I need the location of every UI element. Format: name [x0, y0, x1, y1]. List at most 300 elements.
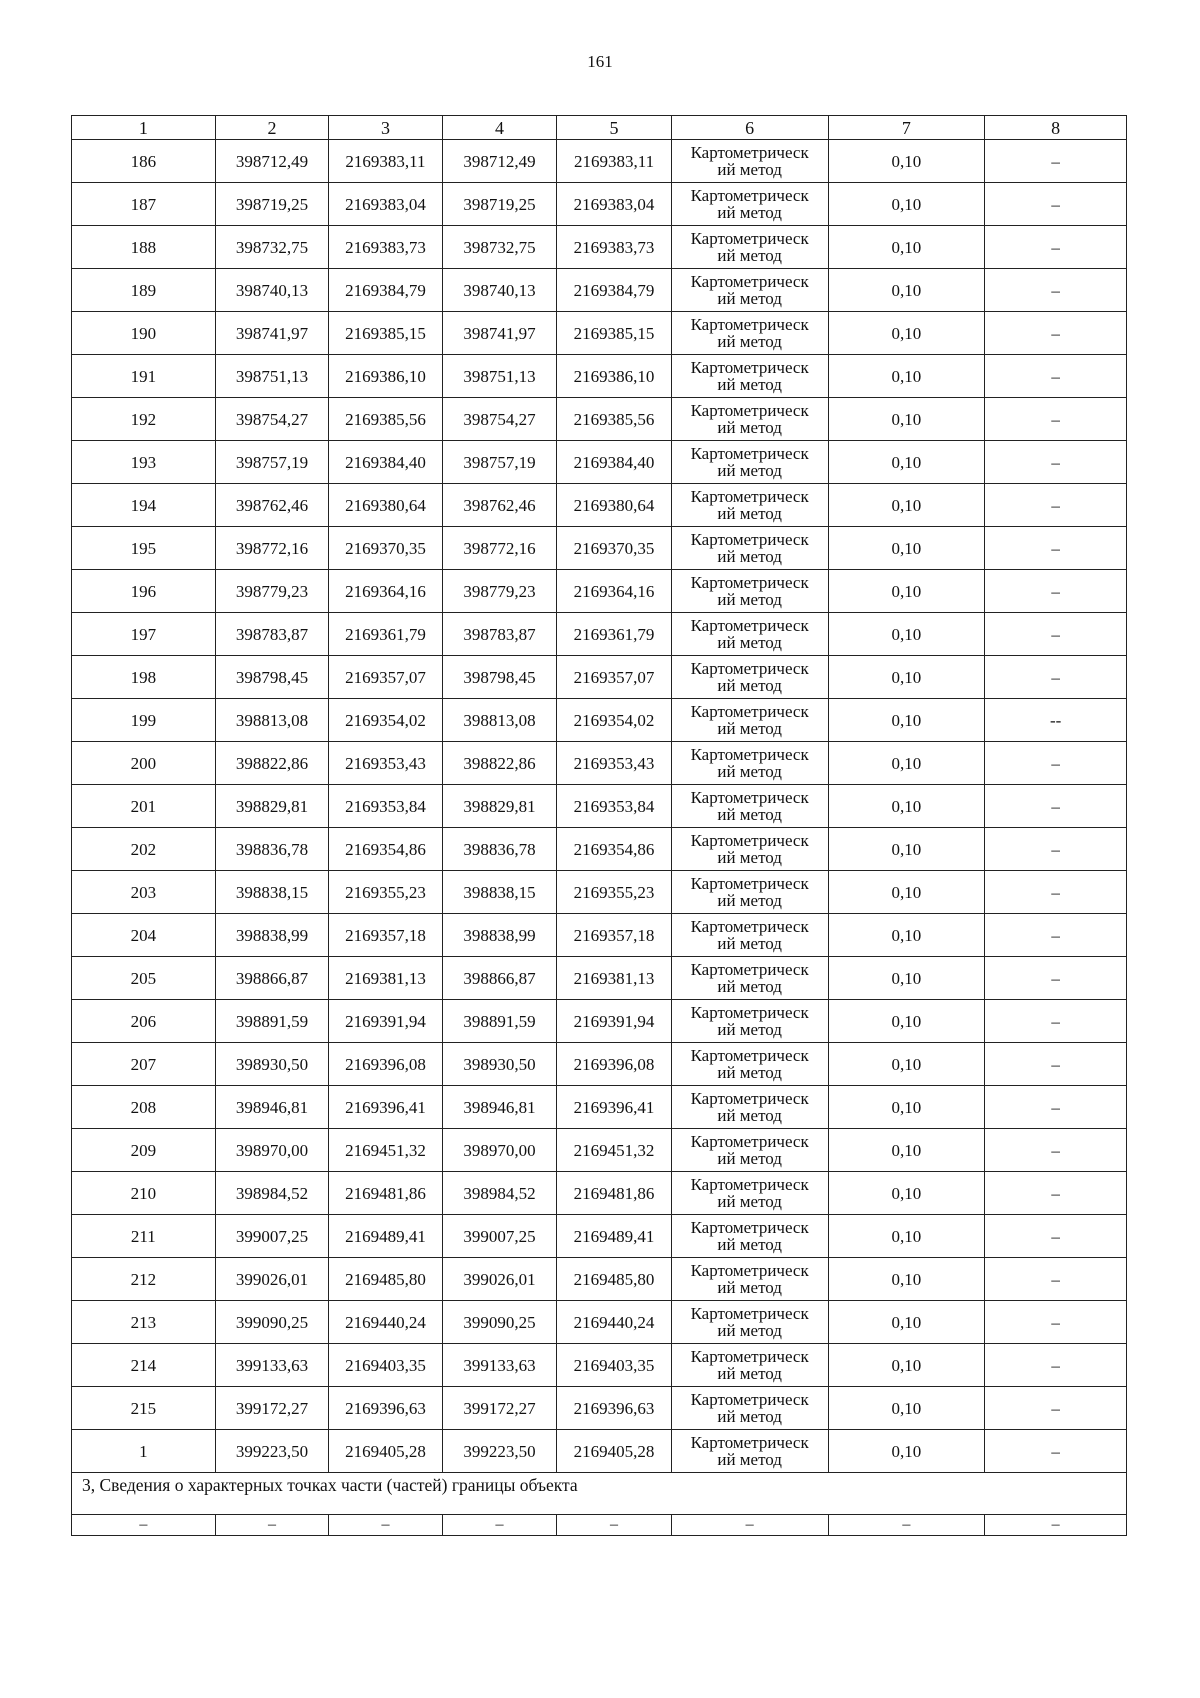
method-line-1: Картометрическ — [690, 401, 809, 420]
method-line-2: ий метод — [717, 719, 782, 738]
method-line-2: ий метод — [717, 676, 782, 695]
table-cell: 0,10 — [828, 484, 985, 527]
table-cell: – — [985, 1344, 1127, 1387]
table-row — [72, 1344, 1127, 1387]
method-line-2: ий метод — [717, 1407, 782, 1426]
method-cell — [671, 914, 828, 957]
table-row — [72, 140, 1127, 183]
table-row — [72, 613, 1127, 656]
table-cell: 2169489,41 — [329, 1215, 443, 1258]
table-cell: 195 — [72, 527, 216, 570]
method-line-1: Картометрическ — [690, 1433, 809, 1452]
table-cell: 2169357,07 — [329, 656, 443, 699]
table-cell: – — [985, 1301, 1127, 1344]
table-cell: 398712,49 — [442, 140, 557, 183]
table-cell: – — [828, 1515, 985, 1536]
table-cell: 399172,27 — [215, 1387, 329, 1430]
method-line-2: ий метод — [717, 1192, 782, 1211]
table-cell: 398946,81 — [215, 1086, 329, 1129]
table-cell: 0,10 — [828, 1043, 985, 1086]
method-line-1: Картометрическ — [690, 831, 809, 850]
table-cell: 188 — [72, 226, 216, 269]
table-cell: 0,10 — [828, 914, 985, 957]
table-cell: 189 — [72, 269, 216, 312]
section-title: 3, Сведения о характерных точках части (частей) границы объекта — [72, 1473, 1127, 1515]
method-line-2: ий метод — [717, 203, 782, 222]
method-cell — [671, 957, 828, 1000]
table-cell: 1 — [72, 1430, 216, 1473]
table-cell: 398866,87 — [442, 957, 557, 1000]
table-cell: 2169384,79 — [329, 269, 443, 312]
page-number: 161 — [587, 52, 613, 71]
table-cell: 2169357,18 — [329, 914, 443, 957]
table-cell: 2169381,13 — [557, 957, 672, 1000]
method-line-2: ий метод — [717, 848, 782, 867]
table-cell: 206 — [72, 1000, 216, 1043]
table-cell: 0,10 — [828, 742, 985, 785]
table-cell: – — [985, 183, 1127, 226]
method-line-2: ий метод — [717, 461, 782, 480]
table-row — [72, 183, 1127, 226]
table-cell: – — [985, 1172, 1127, 1215]
table-cell: 398740,13 — [442, 269, 557, 312]
table-cell: 198 — [72, 656, 216, 699]
column-header: 4 — [442, 116, 557, 140]
table-cell: – — [985, 398, 1127, 441]
method-cell — [671, 1344, 828, 1387]
table-row — [72, 742, 1127, 785]
column-header: 7 — [828, 116, 985, 140]
table-cell: – — [215, 1515, 329, 1536]
method-line-2: ий метод — [717, 1020, 782, 1039]
table-row — [72, 1387, 1127, 1430]
table-cell: 398984,52 — [442, 1172, 557, 1215]
method-line-1: Картометрическ — [690, 1218, 809, 1237]
table-cell: – — [985, 269, 1127, 312]
table-cell: 2169396,08 — [329, 1043, 443, 1086]
table-cell: 398712,49 — [215, 140, 329, 183]
table-cell: 211 — [72, 1215, 216, 1258]
table-cell: – — [985, 871, 1127, 914]
table-cell: 0,10 — [828, 1000, 985, 1043]
method-line-2: ий метод — [717, 805, 782, 824]
table-cell: 213 — [72, 1301, 216, 1344]
table-row — [72, 871, 1127, 914]
table-cell: – — [671, 1515, 828, 1536]
table-cell: – — [985, 570, 1127, 613]
table-cell: 197 — [72, 613, 216, 656]
table-cell: 2169381,13 — [329, 957, 443, 1000]
method-line-2: ий метод — [717, 332, 782, 351]
method-cell — [671, 269, 828, 312]
table-cell: 398838,99 — [215, 914, 329, 957]
method-line-2: ий метод — [717, 1450, 782, 1469]
table-cell: 2169440,24 — [329, 1301, 443, 1344]
method-line-1: Картометрическ — [690, 186, 809, 205]
table-row — [72, 1258, 1127, 1301]
method-cell — [671, 140, 828, 183]
table-row — [72, 484, 1127, 527]
table-cell: 398762,46 — [442, 484, 557, 527]
table-cell: 194 — [72, 484, 216, 527]
method-line-1: Картометрическ — [690, 917, 809, 936]
method-cell — [671, 1430, 828, 1473]
column-header: 5 — [557, 116, 672, 140]
table-cell: 2169405,28 — [557, 1430, 672, 1473]
table-cell: 2169354,02 — [329, 699, 443, 742]
table-cell: 398779,23 — [215, 570, 329, 613]
table-cell: 0,10 — [828, 1258, 985, 1301]
table-cell: 2169354,02 — [557, 699, 672, 742]
table-row — [72, 1043, 1127, 1086]
table-cell: 204 — [72, 914, 216, 957]
table-row — [72, 957, 1127, 1000]
table-cell: – — [985, 1215, 1127, 1258]
table-cell: 200 — [72, 742, 216, 785]
method-line-1: Картометрическ — [690, 358, 809, 377]
table-cell: 0,10 — [828, 441, 985, 484]
table-cell: 2169384,40 — [557, 441, 672, 484]
table-cell: – — [985, 785, 1127, 828]
table-cell: 398741,97 — [215, 312, 329, 355]
table-cell: 0,10 — [828, 1086, 985, 1129]
method-line-2: ий метод — [717, 633, 782, 652]
table-cell: 2169385,15 — [557, 312, 672, 355]
table-cell: – — [985, 140, 1127, 183]
table-cell: 2169403,35 — [329, 1344, 443, 1387]
table-cell: 398772,16 — [215, 527, 329, 570]
method-line-1: Картометрическ — [690, 315, 809, 334]
table-cell: 2169361,79 — [329, 613, 443, 656]
table-cell: 2169357,07 — [557, 656, 672, 699]
table-cell: 399172,27 — [442, 1387, 557, 1430]
table-cell: 2169384,79 — [557, 269, 672, 312]
table-cell: 196 — [72, 570, 216, 613]
method-line-2: ий метод — [717, 375, 782, 394]
table-cell: 398866,87 — [215, 957, 329, 1000]
table-cell: 0,10 — [828, 269, 985, 312]
column-header: 6 — [671, 116, 828, 140]
table-cell: 2169380,64 — [329, 484, 443, 527]
table-cell: 398783,87 — [442, 613, 557, 656]
table-cell: 398740,13 — [215, 269, 329, 312]
table-cell: 398822,86 — [442, 742, 557, 785]
method-line-2: ий метод — [717, 934, 782, 953]
table-cell: – — [985, 1258, 1127, 1301]
table-cell: 207 — [72, 1043, 216, 1086]
table-cell: 2169364,16 — [557, 570, 672, 613]
table-cell: 209 — [72, 1129, 216, 1172]
table-cell: 2169353,43 — [557, 742, 672, 785]
table-cell: 398970,00 — [442, 1129, 557, 1172]
table-cell: 186 — [72, 140, 216, 183]
table-cell: 398783,87 — [215, 613, 329, 656]
table-cell: 212 — [72, 1258, 216, 1301]
table-cell: – — [985, 613, 1127, 656]
table-cell: 398946,81 — [442, 1086, 557, 1129]
method-line-1: Картометрическ — [690, 874, 809, 893]
table-row — [72, 1129, 1127, 1172]
method-cell — [671, 527, 828, 570]
method-cell — [671, 1086, 828, 1129]
table-cell: 192 — [72, 398, 216, 441]
table-cell: 2169383,04 — [329, 183, 443, 226]
table-cell: 0,10 — [828, 398, 985, 441]
table-cell: 0,10 — [828, 1215, 985, 1258]
table-cell: 398836,78 — [442, 828, 557, 871]
table-cell: 2169383,73 — [557, 226, 672, 269]
method-cell — [671, 1043, 828, 1086]
table-row — [72, 441, 1127, 484]
table-cell: 2169353,43 — [329, 742, 443, 785]
method-cell — [671, 613, 828, 656]
table-cell: 208 — [72, 1086, 216, 1129]
method-line-2: ий метод — [717, 1321, 782, 1340]
method-line-1: Картометрическ — [690, 1175, 809, 1194]
table-cell: 398732,75 — [442, 226, 557, 269]
table-cell: 2169396,41 — [329, 1086, 443, 1129]
table-cell: 2169383,11 — [329, 140, 443, 183]
table-cell: 2169361,79 — [557, 613, 672, 656]
method-line-1: Картометрическ — [690, 1304, 809, 1323]
method-cell — [671, 1301, 828, 1344]
table-cell: -- — [985, 699, 1127, 742]
table-cell: – — [985, 914, 1127, 957]
table-row — [72, 1430, 1127, 1473]
table-cell: – — [985, 527, 1127, 570]
table-cell: 398838,99 — [442, 914, 557, 957]
method-cell — [671, 441, 828, 484]
header-row — [72, 116, 1127, 140]
table-cell: 398762,46 — [215, 484, 329, 527]
table-cell: 2169481,86 — [557, 1172, 672, 1215]
table-cell: – — [985, 828, 1127, 871]
method-line-2: ий метод — [717, 977, 782, 996]
section-row — [72, 1473, 1127, 1515]
method-line-1: Картометрическ — [690, 530, 809, 549]
method-line-2: ий метод — [717, 547, 782, 566]
method-line-1: Картометрическ — [690, 1347, 809, 1366]
method-line-2: ий метод — [717, 246, 782, 265]
method-line-2: ий метод — [717, 504, 782, 523]
table-cell: – — [329, 1515, 443, 1536]
table-cell: 2169385,15 — [329, 312, 443, 355]
table-cell: 2169396,63 — [557, 1387, 672, 1430]
table-cell: 0,10 — [828, 1430, 985, 1473]
table-cell: 0,10 — [828, 527, 985, 570]
table-cell: 2169384,40 — [329, 441, 443, 484]
method-line-2: ий метод — [717, 1235, 782, 1254]
method-line-1: Картометрическ — [690, 229, 809, 248]
method-cell — [671, 355, 828, 398]
column-header: 1 — [72, 116, 216, 140]
table-cell: 399223,50 — [442, 1430, 557, 1473]
table-cell: 2169353,84 — [557, 785, 672, 828]
table-cell: 2169485,80 — [557, 1258, 672, 1301]
method-line-1: Картометрическ — [690, 143, 809, 162]
method-cell — [671, 484, 828, 527]
table-cell: – — [557, 1515, 672, 1536]
table-cell: – — [985, 1387, 1127, 1430]
method-cell — [671, 226, 828, 269]
method-cell — [671, 1129, 828, 1172]
table-cell: 2169391,94 — [557, 1000, 672, 1043]
method-cell — [671, 398, 828, 441]
table-cell: – — [985, 441, 1127, 484]
table-cell: 399133,63 — [215, 1344, 329, 1387]
table-cell: 2169354,86 — [557, 828, 672, 871]
table-cell: 210 — [72, 1172, 216, 1215]
table-cell: 399007,25 — [215, 1215, 329, 1258]
table-cell: 398757,19 — [215, 441, 329, 484]
table-cell: 2169355,23 — [329, 871, 443, 914]
coordinates-table — [71, 115, 1127, 1536]
table-row — [72, 226, 1127, 269]
table-row — [72, 312, 1127, 355]
table-cell: 2169364,16 — [329, 570, 443, 613]
method-cell — [671, 828, 828, 871]
table-cell: 399026,01 — [442, 1258, 557, 1301]
table-cell: 2169383,73 — [329, 226, 443, 269]
table-cell: 2169380,64 — [557, 484, 672, 527]
table-cell: – — [985, 1086, 1127, 1129]
table-cell: 2169355,23 — [557, 871, 672, 914]
method-cell — [671, 1172, 828, 1215]
table-cell: 0,10 — [828, 1129, 985, 1172]
table-cell: 0,10 — [828, 828, 985, 871]
method-cell — [671, 785, 828, 828]
table-row — [72, 269, 1127, 312]
table-row — [72, 785, 1127, 828]
table-cell: 2169451,32 — [557, 1129, 672, 1172]
table-cell: – — [985, 1043, 1127, 1086]
table-cell: 398970,00 — [215, 1129, 329, 1172]
table-cell: – — [985, 355, 1127, 398]
table-row — [72, 828, 1127, 871]
table-cell: 0,10 — [828, 613, 985, 656]
table-cell: 201 — [72, 785, 216, 828]
table-row — [72, 570, 1127, 613]
table-cell: 0,10 — [828, 1387, 985, 1430]
table-cell: 0,10 — [828, 226, 985, 269]
table-cell: 190 — [72, 312, 216, 355]
table-cell: – — [985, 1000, 1127, 1043]
table-cell: 2169357,18 — [557, 914, 672, 957]
table-cell: 2169386,10 — [329, 355, 443, 398]
table-cell: – — [985, 957, 1127, 1000]
table-row — [72, 914, 1127, 957]
table-cell: 0,10 — [828, 355, 985, 398]
method-line-1: Картометрическ — [690, 444, 809, 463]
method-line-2: ий метод — [717, 891, 782, 910]
table-cell: 398757,19 — [442, 441, 557, 484]
method-line-2: ий метод — [717, 762, 782, 781]
method-line-2: ий метод — [717, 289, 782, 308]
table-cell: 398754,27 — [442, 398, 557, 441]
table-cell: 2169396,63 — [329, 1387, 443, 1430]
table-cell: 399026,01 — [215, 1258, 329, 1301]
method-line-2: ий метод — [717, 1149, 782, 1168]
table-cell: 398838,15 — [442, 871, 557, 914]
table-cell: 398822,86 — [215, 742, 329, 785]
table-cell: 2169370,35 — [329, 527, 443, 570]
table-cell: 2169440,24 — [557, 1301, 672, 1344]
column-header: 2 — [215, 116, 329, 140]
table-cell: 0,10 — [828, 570, 985, 613]
method-line-2: ий метод — [717, 1364, 782, 1383]
method-line-2: ий метод — [717, 590, 782, 609]
table-row — [72, 355, 1127, 398]
table-cell: 398798,45 — [215, 656, 329, 699]
table-cell: 398930,50 — [215, 1043, 329, 1086]
table-cell: 399090,25 — [215, 1301, 329, 1344]
method-line-1: Картометрическ — [690, 960, 809, 979]
table-cell: 0,10 — [828, 1344, 985, 1387]
table-cell: 0,10 — [828, 312, 985, 355]
table-row — [72, 527, 1127, 570]
method-line-1: Картометрическ — [690, 745, 809, 764]
table-cell: 2169383,11 — [557, 140, 672, 183]
table-cell: 398754,27 — [215, 398, 329, 441]
table-cell: 2169485,80 — [329, 1258, 443, 1301]
table-cell: 2169370,35 — [557, 527, 672, 570]
table-row — [72, 398, 1127, 441]
table-row — [72, 699, 1127, 742]
method-line-2: ий метод — [717, 1106, 782, 1125]
table-cell: 398813,08 — [215, 699, 329, 742]
table-cell: 2169353,84 — [329, 785, 443, 828]
method-line-1: Картометрическ — [690, 1089, 809, 1108]
table-row — [72, 1000, 1127, 1043]
table-cell: 202 — [72, 828, 216, 871]
table-cell: 398719,25 — [442, 183, 557, 226]
table-cell: 399223,50 — [215, 1430, 329, 1473]
method-line-2: ий метод — [717, 418, 782, 437]
table-cell: 2169386,10 — [557, 355, 672, 398]
method-line-1: Картометрическ — [690, 1261, 809, 1280]
method-cell — [671, 183, 828, 226]
table-cell: 2169405,28 — [329, 1430, 443, 1473]
table-cell: 2169403,35 — [557, 1344, 672, 1387]
table-row — [72, 656, 1127, 699]
method-cell — [671, 871, 828, 914]
method-line-2: ий метод — [717, 1063, 782, 1082]
table-cell: 2169385,56 — [557, 398, 672, 441]
method-line-2: ий метод — [717, 160, 782, 179]
table-cell: 398779,23 — [442, 570, 557, 613]
method-cell — [671, 1215, 828, 1258]
table-cell: 2169391,94 — [329, 1000, 443, 1043]
table-cell: 398930,50 — [442, 1043, 557, 1086]
table-cell: 398772,16 — [442, 527, 557, 570]
method-cell — [671, 1258, 828, 1301]
method-line-1: Картометрическ — [690, 1046, 809, 1065]
method-cell — [671, 570, 828, 613]
table-cell: 187 — [72, 183, 216, 226]
table-cell: 2169481,86 — [329, 1172, 443, 1215]
table-cell: 398891,59 — [442, 1000, 557, 1043]
table-cell: 398751,13 — [215, 355, 329, 398]
method-cell — [671, 742, 828, 785]
method-line-1: Картометрическ — [690, 1132, 809, 1151]
table-cell: 0,10 — [828, 140, 985, 183]
method-line-1: Картометрическ — [690, 702, 809, 721]
table-cell: 203 — [72, 871, 216, 914]
table-cell: 2169385,56 — [329, 398, 443, 441]
table-cell: 398836,78 — [215, 828, 329, 871]
table-cell: 399090,25 — [442, 1301, 557, 1344]
table-row — [72, 1172, 1127, 1215]
